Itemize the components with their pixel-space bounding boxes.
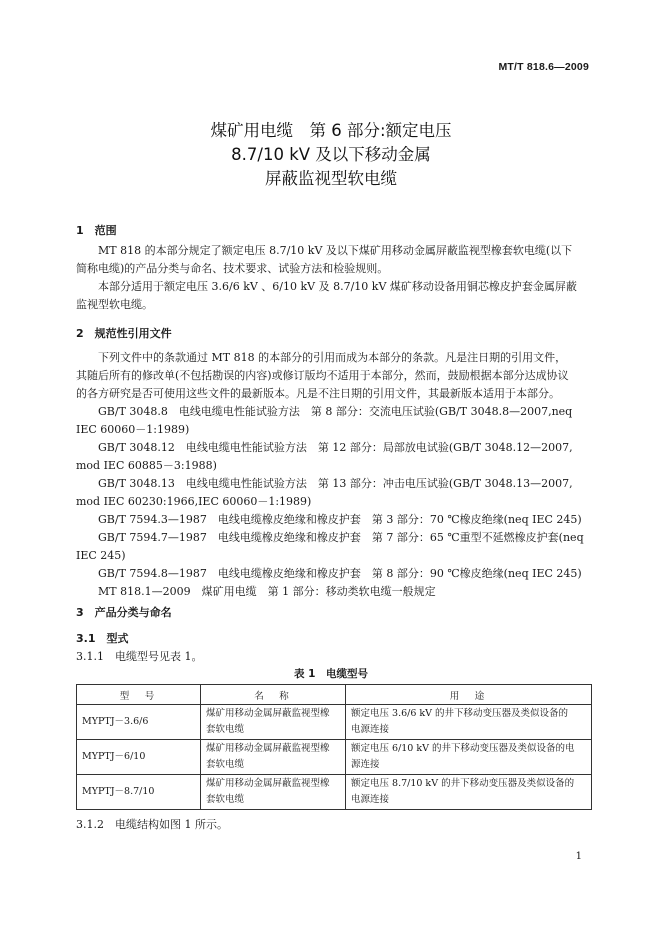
cell-use-line-2: 电源连接	[351, 724, 390, 735]
document-title	[0, 119, 662, 191]
standard-code: MT/T 818.6—2009	[498, 61, 589, 73]
header-model: 型 号	[77, 685, 201, 705]
reference-item: GB/T 3048.13 电线电缆电性能试验方法 第 13 部分：冲击电压试验(GB/T 3048.13—2007,	[98, 477, 573, 490]
reference-item-cont: IEC 245)	[76, 549, 126, 562]
header-use: 用 途	[346, 685, 592, 705]
cell-name-line-1: 煤矿用移动金属屏蔽监视型橡	[206, 708, 330, 719]
cell-name-line-1: 煤矿用移动金属屏蔽监视型橡	[206, 778, 330, 789]
title-line-1: 煤矿用电缆 第 6 部分:额定电压	[210, 121, 452, 140]
cell-use	[346, 740, 592, 775]
item-3-1-1: 3.1.1 电缆型号见表 1。	[76, 650, 203, 663]
cell-name-line-1: 煤矿用移动金属屏蔽监视型橡	[206, 743, 330, 754]
section-3-heading: 3 产品分类与命名	[76, 606, 172, 619]
reference-item: GB/T 3048.12 电线电缆电性能试验方法 第 12 部分：局部放电试验(GB/T 3048.12—2007,	[98, 441, 573, 454]
reference-item-cont: mod IEC 60885－3:1988)	[76, 459, 217, 472]
cell-use	[346, 775, 592, 810]
cell-name-line-2: 套软电缆	[206, 794, 245, 805]
cell-name	[201, 740, 346, 775]
cell-use	[346, 705, 592, 740]
title-line-2: 8.7/10 kV 及以下移动金属	[231, 145, 431, 164]
section-2-heading: 2 规范性引用文件	[76, 327, 172, 340]
table-row	[77, 775, 592, 810]
refs-intro-line-2: 其随后所有的修改单(不包括勘误的内容)或修订版均不适用于本部分，然而，鼓励根据本部分达成协议	[76, 369, 569, 382]
cell-use-line-1: 额定电压 6/10 kV 的井下移动变压器及类似设备的电	[351, 743, 575, 754]
refs-intro-line-3: 的各方研究是否可使用这些文件的最新版本。凡是不注日期的引用文件，其最新版本适用于本部分。	[76, 387, 560, 400]
cell-name-line-2: 套软电缆	[206, 724, 245, 735]
subsection-3-1-heading: 3.1 型式	[76, 632, 129, 645]
reference-item-cont: IEC 60060－1:1989)	[76, 423, 190, 436]
cable-types-table	[76, 684, 592, 810]
reference-item: GB/T 7594.8—1987 电线电缆橡皮绝缘和橡皮护套 第 8 部分：90 ℃橡皮绝缘(neq IEC 245)	[98, 567, 582, 580]
scope-para-1-line-1: MT 818 的本部分规定了额定电压 8.7/10 kV 及以下煤矿用移动金属屏蔽监视型橡套软电缆(以下	[98, 244, 573, 257]
cell-use-line-2: 电源连接	[351, 794, 390, 805]
cell-name	[201, 705, 346, 740]
table-row	[77, 740, 592, 775]
page-number: 1	[575, 851, 582, 862]
table-caption: 表 1 电缆型号	[294, 668, 368, 680]
section-1-heading: 1 范围	[76, 224, 117, 237]
reference-item-cont: mod IEC 60230:1966,IEC 60060－1:1989)	[76, 495, 312, 508]
cell-model: MYPTJ－3.6/6	[77, 705, 201, 740]
cell-model: MYPTJ－6/10	[77, 740, 201, 775]
cell-use-line-1: 额定电压 8.7/10 kV 的井下移动变压器及类似设备的	[351, 778, 575, 789]
cell-name-line-2: 套软电缆	[206, 759, 245, 770]
scope-para-2-line-1: 本部分适用于额定电压 3.6/6 kV 、6/10 kV 及 8.7/10 kV 煤矿移动设备用铜芯橡皮护套金属屏蔽	[98, 280, 577, 293]
title-line-3: 屏蔽监视型软电缆	[265, 169, 397, 188]
refs-intro-line-1: 下列文件中的条款通过 MT 818 的本部分的引用而成为本部分的条款。凡是注日期的引用文件，	[98, 351, 567, 364]
table-header-row	[77, 685, 592, 705]
cell-use-line-2: 源连接	[351, 759, 380, 770]
reference-item: GB/T 7594.7—1987 电线电缆橡皮绝缘和橡皮护套 第 7 部分：65 ℃重型不延燃橡皮护套(neq	[98, 531, 584, 544]
section-2-body	[76, 349, 591, 601]
cell-model: MYPTJ－8.7/10	[77, 775, 201, 810]
scope-para-1-line-2: 简称电缆)的产品分类与命名、技术要求、试验方法和检验规则。	[76, 262, 389, 275]
reference-item: GB/T 3048.8 电线电缆电性能试验方法 第 8 部分：交流电压试验(GB/T 3048.8—2007,neq	[98, 405, 573, 418]
scope-para-2-line-2: 监视型软电缆。	[76, 298, 153, 311]
cell-name	[201, 775, 346, 810]
reference-item: MT 818.1—2009 煤矿用电缆 第 1 部分：移动类软电缆一般规定	[98, 585, 436, 598]
table-row	[77, 705, 592, 740]
header-name: 名 称	[201, 685, 346, 705]
item-3-1-2: 3.1.2 电缆结构如图 1 所示。	[76, 818, 228, 831]
reference-item: GB/T 7594.3—1987 电线电缆橡皮绝缘和橡皮护套 第 3 部分：70 ℃橡皮绝缘(neq IEC 245)	[98, 513, 582, 526]
cell-use-line-1: 额定电压 3.6/6 kV 的井下移动变压器及类似设备的	[351, 708, 569, 719]
section-1-body	[76, 242, 591, 314]
